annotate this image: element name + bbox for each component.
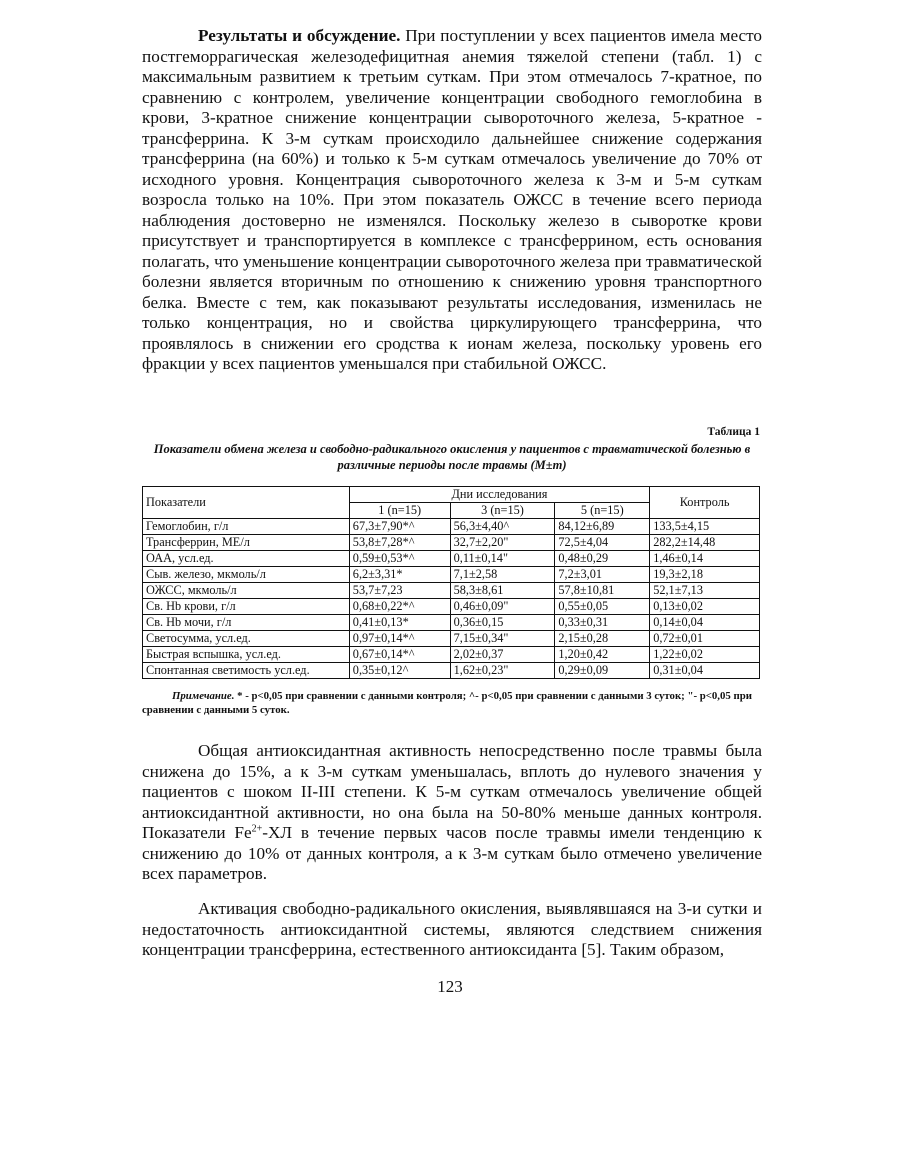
row-day1: 53,7±7,23	[349, 583, 450, 599]
row-indicator: Спонтанная светимость усл.ед.	[143, 663, 350, 679]
row-indicator: Гемоглобин, г/л	[143, 519, 350, 535]
note-lead: Примечание.	[172, 690, 235, 702]
row-day5: 2,15±0,28	[555, 631, 650, 647]
table-label: Таблица 1	[707, 426, 760, 438]
header-day5: 5 (n=15)	[555, 503, 650, 519]
row-day5: 7,2±3,01	[555, 567, 650, 583]
row-day3: 32,7±2,20"	[450, 535, 555, 551]
results-heading: Результаты и обсуждение.	[198, 26, 401, 45]
table-row	[143, 615, 760, 631]
row-day1: 0,97±0,14*^	[349, 631, 450, 647]
antioxidant-paragraph	[142, 741, 762, 885]
row-day3: 0,36±0,15	[450, 615, 555, 631]
header-day3: 3 (n=15)	[450, 503, 555, 519]
table-caption: Показатели обмена железа и свободно-радикального окисления у пациентов с травматической болезнью в различные периоды после травмы (M±m)	[153, 442, 751, 472]
row-day3: 0,46±0,09"	[450, 599, 555, 615]
row-indicator: Трансферрин, МЕ/л	[143, 535, 350, 551]
row-control: 0,72±0,01	[650, 631, 760, 647]
row-control: 1,22±0,02	[650, 647, 760, 663]
page-number: 123	[437, 977, 463, 996]
row-day5: 84,12±6,89	[555, 519, 650, 535]
table-row	[143, 663, 760, 679]
para2-superscript: 2+	[251, 823, 263, 835]
row-day1: 0,35±0,12^	[349, 663, 450, 679]
row-indicator: ОЖСС, мкмоль/л	[143, 583, 350, 599]
header-day1: 1 (n=15)	[349, 503, 450, 519]
table-row	[143, 631, 760, 647]
row-day3: 2,02±0,37	[450, 647, 555, 663]
row-control: 0,14±0,04	[650, 615, 760, 631]
row-day1: 0,59±0,53*^	[349, 551, 450, 567]
header-days-group: Дни исследования	[349, 487, 649, 503]
row-day3: 56,3±4,40^	[450, 519, 555, 535]
row-indicator: Св. Hb мочи, г/л	[143, 615, 350, 631]
row-day3: 7,1±2,58	[450, 567, 555, 583]
row-day1: 67,3±7,90*^	[349, 519, 450, 535]
row-day5: 0,29±0,09	[555, 663, 650, 679]
para2-part1: Общая антиоксидантная активность непосредственно после травмы была снижена до 15%, а к 3-м суткам уменьшалась, вплоть до нулевого значения у пациентов с шоком II-III степени. К 5-м суткам отмечалось увеличение общей антиоксидантной активности, но она была на 50-80% меньше данных контроля. Показатели Fe	[142, 741, 762, 842]
para2-part2: -ХЛ в течение первых часов после травмы имели тенденцию к снижению до 10% от данных контроля, а к 3-м суткам было отмечено увеличение всех параметров.	[142, 823, 762, 883]
row-indicator: Быстрая вспышка, усл.ед.	[143, 647, 350, 663]
table-note	[142, 689, 764, 717]
row-control: 0,13±0,02	[650, 599, 760, 615]
table-row	[143, 567, 760, 583]
row-control: 52,1±7,13	[650, 583, 760, 599]
activation-paragraph: Активация свободно-радикального окисления, выявлявшаяся на 3-и сутки и недостаточность антиоксидантной системы, являются следствием снижения концентрации трансферрина, естественного антиоксиданта [5]. Таким образом,	[142, 899, 762, 959]
table-row	[143, 599, 760, 615]
results-paragraph	[142, 26, 762, 375]
row-day1: 6,2±3,31*	[349, 567, 450, 583]
header-indicator: Показатели	[143, 487, 350, 519]
table-row	[143, 519, 760, 535]
table-body	[143, 519, 760, 679]
row-control: 0,31±0,04	[650, 663, 760, 679]
table-header-row	[143, 487, 760, 503]
row-control: 133,5±4,15	[650, 519, 760, 535]
row-control: 282,2±14,48	[650, 535, 760, 551]
row-day5: 0,33±0,31	[555, 615, 650, 631]
row-day3: 0,11±0,14"	[450, 551, 555, 567]
row-day3: 58,3±8,61	[450, 583, 555, 599]
row-indicator: Сыв. железо, мкмоль/л	[143, 567, 350, 583]
row-indicator: Св. Hb крови, г/л	[143, 599, 350, 615]
row-day1: 0,41±0,13*	[349, 615, 450, 631]
row-indicator: Светосумма, усл.ед.	[143, 631, 350, 647]
row-day5: 1,20±0,42	[555, 647, 650, 663]
row-day5: 0,48±0,29	[555, 551, 650, 567]
row-day3: 1,62±0,23"	[450, 663, 555, 679]
note-text: * - p<0,05 при сравнении с данными контроля; ^- p<0,05 при сравнении с данными 3 суток; "- p<0,05 при сравнении с данными 5 суток.	[142, 690, 752, 716]
row-day3: 7,15±0,34"	[450, 631, 555, 647]
row-day1: 0,67±0,14*^	[349, 647, 450, 663]
table-row	[143, 551, 760, 567]
results-text: При поступлении у всех пациентов имела место постгеморрагическая железодефицитная анемия тяжелой степени (табл. 1) с максимальным развитием к третьим суткам. При этом отмечалось 7-кратное, по сравнению с контролем, увеличение концентрации свободного гемоглобина в крови, 3-кратное снижение концентрации сывороточного железа, 5-кратное - трансферрина. К 3-м суткам происходило дальнейшее снижение содержания трансферрина (на 60%) и только к 5-м суткам отмечалось увеличение до 70% от исходного уровня. Концентрация сывороточного железа к 3-м и 5-м суткам возросла только на 10%. При этом показатель ОЖСС в течение всего периода наблюдения достоверно не изменялся. Поскольку железо в сыворотке крови присутствует и транспортируется в комплексе с трансферрином, есть основания полагать, что уменьшение концентрации сывороточного железа при травматической болезни является вторичным по отношению к снижению уровня транспортного белка. Вместе с тем, как показывают результаты исследования, изменилась не только концентрация, но и свойства циркулирующего трансферрина, что проявлялось в снижении его сродства к ионам железа, поскольку уровень его фракции у всех пациентов уменьшался при стабильной ОЖСС.	[142, 26, 763, 373]
data-table	[142, 486, 760, 679]
row-day1: 0,68±0,22*^	[349, 599, 450, 615]
row-control: 19,3±2,18	[650, 567, 760, 583]
row-indicator: ОАА, усл.ед.	[143, 551, 350, 567]
table-row	[143, 583, 760, 599]
row-day5: 72,5±4,04	[555, 535, 650, 551]
table-row	[143, 647, 760, 663]
row-day5: 0,55±0,05	[555, 599, 650, 615]
row-control: 1,46±0,14	[650, 551, 760, 567]
header-control: Контроль	[650, 487, 760, 519]
row-day5: 57,8±10,81	[555, 583, 650, 599]
table-row	[143, 535, 760, 551]
row-day1: 53,8±7,28*^	[349, 535, 450, 551]
